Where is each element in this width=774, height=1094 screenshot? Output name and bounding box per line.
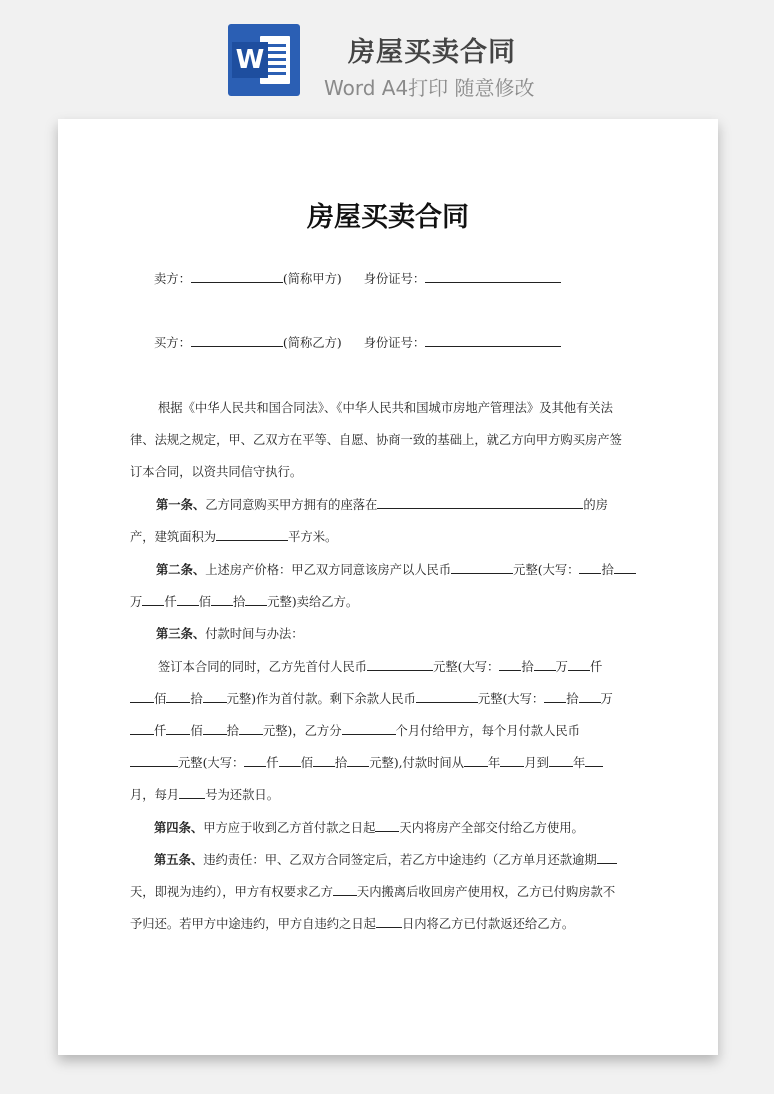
page-header <box>0 0 774 110</box>
article-2-text: 万 <box>130 595 143 609</box>
article-5-heading: 第五条、 <box>154 852 204 867</box>
article-3-text: 元整),付款时间从 <box>369 756 465 770</box>
article-2-line <box>156 560 636 578</box>
header-title: 房屋买卖合同 <box>348 37 516 68</box>
article-3-text: 元整)，乙方分 <box>262 724 342 738</box>
article-2-heading: 第二条、 <box>156 562 206 577</box>
article-3-title: 付款时间与办法： <box>205 627 304 641</box>
article-3-text: 拾 <box>190 692 203 706</box>
article-5-text: 天内搬离后收回房产使用权，乙方已付购房款不 <box>356 885 616 899</box>
article-3-line <box>130 721 580 739</box>
article-2-text: 拾 <box>601 563 614 577</box>
word-icon: W <box>228 24 300 96</box>
buyer-label: 买方： <box>154 336 191 350</box>
article-1-text: 平方米。 <box>288 530 338 544</box>
article-3-text: 月到 <box>524 756 549 770</box>
buyer-alias: (简称乙方) <box>282 336 342 350</box>
article-3-text: 元整(大写： <box>178 756 245 770</box>
article-1-text: 产，建筑面积为 <box>130 530 217 544</box>
article-4-text: 甲方应于收到乙方首付款之日起 <box>203 821 376 835</box>
article-3-text: 仟 <box>266 756 279 770</box>
article-2-text: 上述房产价格：甲乙双方同意该房产以人民币 <box>205 563 452 577</box>
article-1-line <box>130 527 337 545</box>
seller-alias: (简称甲方) <box>282 272 342 286</box>
article-2-line <box>130 592 358 610</box>
seller-id-label: 身份证号： <box>363 272 426 286</box>
document-page <box>58 119 718 1055</box>
article-3-text: 拾 <box>334 756 348 770</box>
article-3-text: 元整(大写： <box>477 692 545 706</box>
preamble-line: 根据《中华人民共和国合同法》、《中华人民共和国城市房地产管理法》及其他有关法 <box>158 401 613 415</box>
article-2-text: 元整)卖给乙方。 <box>267 595 359 609</box>
document-title: 房屋买卖合同 <box>307 202 469 233</box>
article-3-text: 号为还款日。 <box>205 788 279 802</box>
article-5-text: 日内将乙方已付款返还给乙方。 <box>401 917 575 931</box>
article-3-text: 万 <box>600 692 613 706</box>
article-3-text: 元整(大写： <box>433 660 500 674</box>
article-3-line <box>130 753 603 771</box>
article-3-text: 拾 <box>566 692 579 706</box>
article-3-text: 个月付给甲方，每个月付款人民币 <box>395 724 580 738</box>
preamble-line: 律、法规之规定，甲、乙双方在平等、自愿、协商一致的基础上，就乙方向甲方购买房产签 <box>130 433 622 447</box>
article-5-line <box>154 850 617 868</box>
article-3-line <box>156 624 304 642</box>
article-1-line <box>156 495 608 513</box>
article-3-text: 年 <box>488 756 501 770</box>
article-5-line <box>130 882 615 900</box>
article-5-line <box>130 914 574 932</box>
article-1-heading: 第一条、 <box>156 497 206 512</box>
article-3-line <box>130 785 279 803</box>
article-3-text: 月，每月 <box>130 788 180 802</box>
preamble-line: 订本合同，以资共同信守执行。 <box>130 465 303 479</box>
article-5-text: 违约责任：甲、乙双方合同签定后，若乙方中途违约（乙方单月还款逾期 <box>203 853 597 867</box>
header-subtitle: Word A4打印 随意修改 <box>324 76 535 100</box>
article-3-text: 万 <box>555 660 568 674</box>
article-2-text: 佰 <box>198 595 211 609</box>
article-3-text: 签订本合同的同时，乙方先首付人民币 <box>158 660 368 674</box>
article-2-text: 元整(大写： <box>513 563 580 577</box>
article-3-line <box>130 689 613 707</box>
article-2-text: 仟 <box>164 595 177 609</box>
article-3-text: 仟 <box>154 724 167 738</box>
article-5-text: 予归还。若甲方中途违约，甲方自违约之日起 <box>130 917 376 931</box>
article-3-text: 仟 <box>589 660 603 674</box>
article-2-text: 拾 <box>232 595 246 609</box>
seller-line <box>154 269 561 287</box>
article-3-text: 佰 <box>154 692 167 706</box>
article-3-line <box>158 657 602 675</box>
article-3-heading: 第三条、 <box>156 626 206 641</box>
article-3-text: 拾 <box>521 660 534 674</box>
article-3-text: 佰 <box>190 724 203 738</box>
article-3-text: 佰 <box>300 756 313 770</box>
article-1-text: 的房 <box>583 498 608 512</box>
article-3-text: 拾 <box>226 724 239 738</box>
article-4-text: 天内将房产全部交付给乙方使用。 <box>399 821 584 835</box>
article-3-text: 元整)作为首付款。剩下余款人民币 <box>226 692 416 706</box>
seller-label: 卖方： <box>154 272 191 286</box>
article-1-text: 乙方同意购买甲方拥有的座落在 <box>205 498 378 512</box>
article-5-text: 天，即视为违约），甲方有权要求乙方 <box>130 885 333 899</box>
article-4-heading: 第四条、 <box>154 820 204 835</box>
article-4-line <box>154 818 584 836</box>
article-3-text: 年 <box>572 756 586 770</box>
buyer-line <box>154 333 561 351</box>
buyer-id-label: 身份证号： <box>363 336 426 350</box>
